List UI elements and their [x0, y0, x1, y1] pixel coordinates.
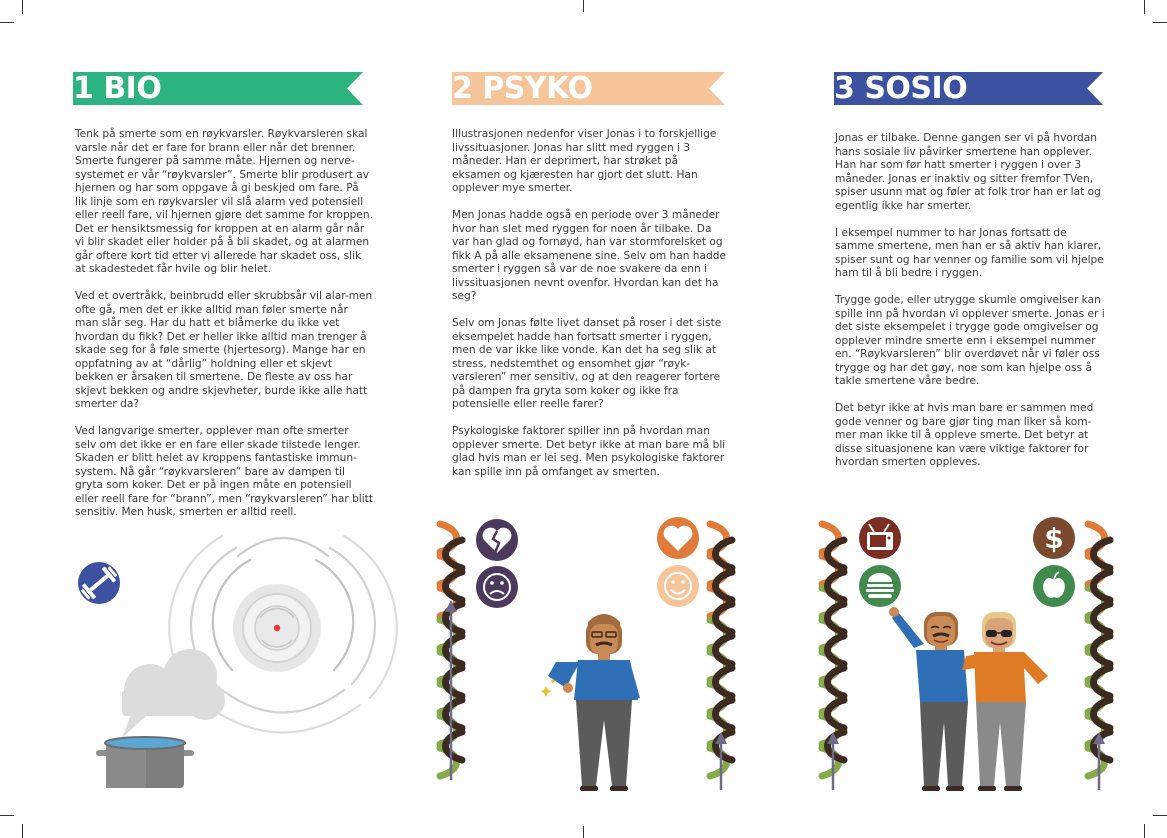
jonas-figure [540, 614, 640, 791]
svg-text:$: $ [1044, 522, 1064, 555]
tv-icon [859, 517, 901, 559]
bio-title: 1 BIO [73, 71, 162, 106]
friend-figure [962, 612, 1048, 791]
psyko-paragraph-1: Illustrasjonen nedenfor viser Jonas i to forskjellige livssituasjoner. Jonas har slitt med ryggen i 3 måneder. Han er deprimert, har strøket på eksamen og kjæresten har gjort det slutt. Han opplever mye smerter. [452, 128, 717, 194]
sosio-title: 3 SOSIO [834, 71, 968, 106]
steam-cloud-icon [122, 649, 225, 738]
bio-paragraph-1: Tenk på smerte som en røykvarsler. Røykvarsleren skal varsle når det er fare for brann eller når det brenner. Smerte fungerer på samme måte. Hjernen og nerve-systemet er vår “røykvarsler”. Smerte blir produsert av hjernen og har som oppgave å gi beskjed om fare. På lik linje som en røykvarsler vil slå alarm ved potensiell eller reell fare, vil hjernen gjøre det samme for kroppen. Det er hensiktsmessig for kroppen at en alarm går når vi blir skadet eller holder på å bli skadet, og at alarmen går oftere kort tid etter vi allerede har skadet oss, slik at skadestedet får hvile og blir helet. [75, 128, 374, 275]
bio-paragraph-2: Ved et overtråkk, beinbrudd eller skrubbsår vil alar-men ofte gå, men det er ikke alltid man føler smerte når man slår seg. Har du hatt et blåmerke du ikke vet hvordan du fikk? Det er heller ikke alltid man trenger å skade seg for å føle smerte (hjertesorg). Mange har en oppfatning av at “dårlig” holdning eller et skjevt bekken er årsaken til smertene. De fleste av oss har skjevt bekken og andre skjevheter, burde ikke alle hatt smerter da? [75, 290, 373, 410]
dna-helix-icon [440, 524, 462, 780]
cooking-pot-icon [96, 737, 194, 788]
psyko-paragraph-4: Psykologiske faktorer spiller inn på hvordan man opplever smerte. Det betyr ikke at man bare må bli glad hvis man er lei seg. Men psykologiske faktorer kan spille inn på omfanget av smerten. [452, 425, 726, 478]
broken-heart-icon [476, 519, 518, 561]
sosio-paragraph-1: Jonas er tilbake. Denne gangen ser vi på hvordan hans sosiale liv påvirker smertene han opplever. Han har som før hatt smerter i ryggen i over 3 måneder. Jonas er inaktiv og sitter fremfor TVen, spiser usunn mat og føler at folk tror han er lat og egentlig ikke har smerter. [835, 132, 1101, 212]
dna-helix-icon [710, 524, 732, 790]
sosio-paragraph-3: Trygge gode, eller utrygge skumle omgivelser kan spille inn på hvordan vi opplever smerte. Jonas er i det siste eksempelet i trygge gode omgivelser og opplever mindre smerte enn i eksempel nummer en. “Røykvarsleren” blir overdøvet når vi føler oss trygge og har det gøy, noe som kan hjelpe oss å takle smertene våre bedre. [835, 294, 1105, 387]
sosio-paragraph-4: Det betyr ikke at hvis man bare er sammen med gode venner og bare gjør ting man liker så kom-mer man ikke til å oppleve smerte. Det betyr at disse situasjonene kan være viktige faktorer for hvordan smerten oppleves. [835, 402, 1094, 468]
sosio-paragraph-2: I eksempel nummer to har Jonas fortsatt de samme smertene, men han er så aktiv han klarer, spiser sunt og har venner og familie som vil hjelpe ham til å bli bedre i ryggen. [835, 226, 1104, 279]
apple-icon [1033, 565, 1075, 607]
psyko-paragraph-3: Selv om Jonas følte livet danset på roser i det siste eksempelet hadde han fortsatt smerter i ryggen, men de var ikke like vonde. Kan det ha seg slik at stress, nedstemthet og ensomhet gjør “røyk-varsleren” mer sensitiv, og at den reagerer fortere på dampen fra gryta som koker og ikke fra potensielle eller reelle farer? [452, 317, 722, 410]
dumbbell-icon [78, 562, 120, 604]
dollar-icon [1033, 517, 1075, 559]
bio-paragraph-3: Ved langvarige smerter, opplever man ofte smerter selv om det ikke er en fare eller skade tilstede lenger. Skaden er blitt helet av kroppens fantastiske immun-system. Nå går “røykvarsleren” bare av dampen til gryta som koker. Det er på ingen måte en potensiell eller reell fare for “brann”, men “røykvarsleren” har blitt sensitiv. Men husk, smerten er alltid reell. [75, 425, 373, 518]
burger-icon [859, 565, 901, 607]
smoke-detector-icon [233, 584, 321, 672]
heart-icon [657, 517, 699, 559]
jonas-figure [889, 607, 968, 791]
dna-helix-icon [1088, 524, 1110, 790]
psyko-title: 2 PSYKO [452, 71, 593, 106]
psyko-paragraph-2: Men Jonas hadde også en periode over 3 måneder hvor han slet med ryggen for noen år tilbake. Da var han glad og fornøyd, han var stormforelsket og fikk A på alle eksamenene sine. Selv om han hadde smerter i ryggen så var de noe svakere da enn i livssituasjonen nevnt ovenfor. Hvordan kan det ha seg? [452, 209, 726, 302]
sad-face-icon [476, 566, 518, 608]
happy-face-icon [657, 565, 699, 607]
dna-helix-icon [822, 524, 844, 790]
